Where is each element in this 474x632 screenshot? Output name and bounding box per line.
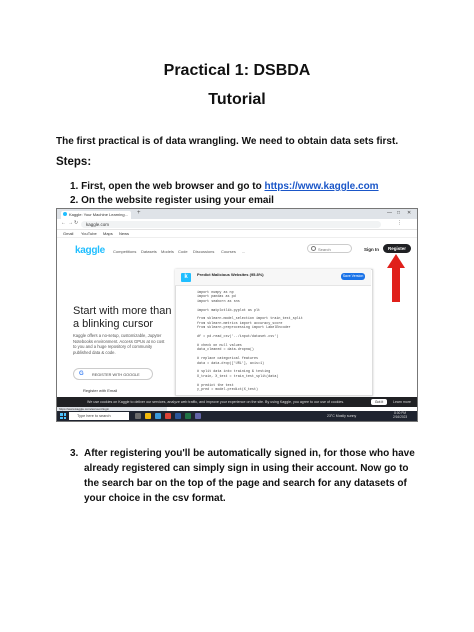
search-icon — [311, 246, 316, 251]
taskbar-clock[interactable] — [393, 412, 407, 420]
nav-courses[interactable]: Courses — [221, 249, 236, 254]
forward-icon[interactable]: → — [68, 220, 73, 226]
clock-time: 8:00 PM — [394, 411, 407, 415]
step-1-text: First, open the web browser and go to — [81, 181, 265, 192]
bookmark-news[interactable]: News — [119, 231, 130, 236]
hero-line-2: a blinking cursor — [73, 318, 154, 330]
register-button[interactable]: Register — [383, 244, 411, 253]
new-tab-button[interactable]: + — [137, 210, 141, 216]
notebook-code: import numpy as np import pandas as pd import seaborn as sns import matplotlib.pyplot as plt from sklearn.model_selection import train_test_split from sklearn.metrics import accuracy_score from sklearn.preprocessing import LabelEncoder df = pd.read_csv('../input/dataset.csv') # check on null values data_cleaned = data.dropna() # replace categorical features data = data.drop(['URL'], axis=1) # split data into training & testing X_train, X_test = train_test_split(data) # predict the test y_pred = model.predict(X_test) — [197, 291, 303, 392]
step-1 — [70, 181, 379, 192]
step-3-text: After registering you'll be automatically signed in, for those who have already registered can simply sign in using their account. Now go to the search bar on the top of the page and search for any datasets of your choice in the csv format. — [84, 448, 415, 504]
weather-widget[interactable]: 23°C Mostly sunny — [327, 414, 357, 418]
menu-icon[interactable]: ⋮ — [397, 220, 402, 226]
cookie-banner: We use cookies on Kaggle to deliver our services, analyze web traffic, and improve your experience on the site. By using Kaggle, you agree to our use of cookies. — [57, 397, 417, 407]
kaggle-search-input[interactable]: Search — [307, 244, 352, 253]
register-with-google-button[interactable]: REGISTER WITH GOOGLE — [73, 368, 153, 380]
windows-start-icon[interactable] — [60, 413, 66, 419]
nav-datasets[interactable]: Datasets — [141, 249, 157, 254]
red-arrow-icon — [387, 254, 405, 302]
learn-more-link[interactable]: Learn more — [393, 400, 411, 404]
google-icon: G — [79, 371, 84, 377]
nav-competitions[interactable]: Competitions — [113, 249, 137, 254]
hero-heading — [73, 305, 171, 331]
notebook-title: Predict Malicious Websites (95.8%) — [197, 272, 264, 277]
step-number: 3. — [70, 448, 79, 459]
document-title: Practical 1: DSBDA — [163, 62, 311, 79]
bookmark-youtube[interactable]: YouTube — [81, 231, 97, 236]
url-field[interactable]: kaggle.com — [81, 221, 381, 228]
minimize-icon[interactable]: — — [387, 210, 392, 216]
save-version-button: Save Version — [342, 274, 364, 278]
excel-icon[interactable] — [185, 413, 191, 419]
step-3 — [70, 446, 420, 506]
bookmark-maps[interactable]: Maps — [103, 231, 113, 236]
nav-discussions[interactable]: Discussions — [193, 249, 215, 254]
kaggle-logo[interactable]: kaggle — [75, 245, 105, 256]
cookie-ok-button[interactable]: Got it — [371, 399, 387, 405]
step-2-text: On the website register using your email — [81, 195, 274, 206]
close-icon[interactable]: ✕ — [407, 210, 412, 216]
document-subtitle: Tutorial — [208, 91, 266, 108]
clock-date: 2/16/2023 — [393, 414, 408, 419]
nav-more[interactable]: ... — [242, 249, 246, 254]
file-explorer-icon[interactable] — [145, 413, 151, 419]
word-icon[interactable] — [175, 413, 181, 419]
reload-icon[interactable]: ↻ — [74, 220, 79, 226]
back-icon[interactable]: ← — [61, 220, 66, 226]
step-2 — [70, 195, 274, 206]
register-with-email-link[interactable]: Register with Email — [83, 388, 118, 393]
step-number: 1. — [70, 181, 79, 192]
status-url: https://www.kaggle.com/account/login — [57, 407, 167, 411]
bookmark-gmail[interactable]: Gmail — [63, 231, 74, 236]
steps-heading: Steps: — [56, 156, 92, 168]
step-number: 2. — [70, 195, 79, 206]
kaggle-link[interactable]: https://www.kaggle.com — [264, 181, 379, 192]
hero-description: Kaggle offers a no-setup, customizable, Jupyter Notebooks environment. Access GPUs at no cost to you and a huge repository of community published data & code. — [73, 333, 165, 355]
hero-line-1: Start with more than — [73, 305, 172, 317]
intro-paragraph: The first practical is of data wrangling. We need to obtain data sets first. — [56, 136, 399, 147]
nav-code[interactable]: Code — [178, 249, 188, 254]
task-view-icon[interactable] — [135, 413, 141, 419]
taskbar-search[interactable]: Type here to search — [69, 412, 129, 420]
teams-icon[interactable] — [195, 413, 201, 419]
browser-tab[interactable]: Kaggle: Your Machine Learning... — [61, 211, 131, 219]
kaggle-k-icon: k — [181, 273, 191, 282]
kaggle-favicon-icon — [63, 212, 67, 216]
nav-models[interactable]: Models — [161, 249, 174, 254]
chrome-icon[interactable] — [165, 413, 171, 419]
edge-icon[interactable] — [155, 413, 161, 419]
kaggle-screenshot — [56, 208, 418, 422]
sign-in-button[interactable]: Sign In — [364, 247, 379, 252]
maximize-icon[interactable]: □ — [397, 210, 401, 216]
